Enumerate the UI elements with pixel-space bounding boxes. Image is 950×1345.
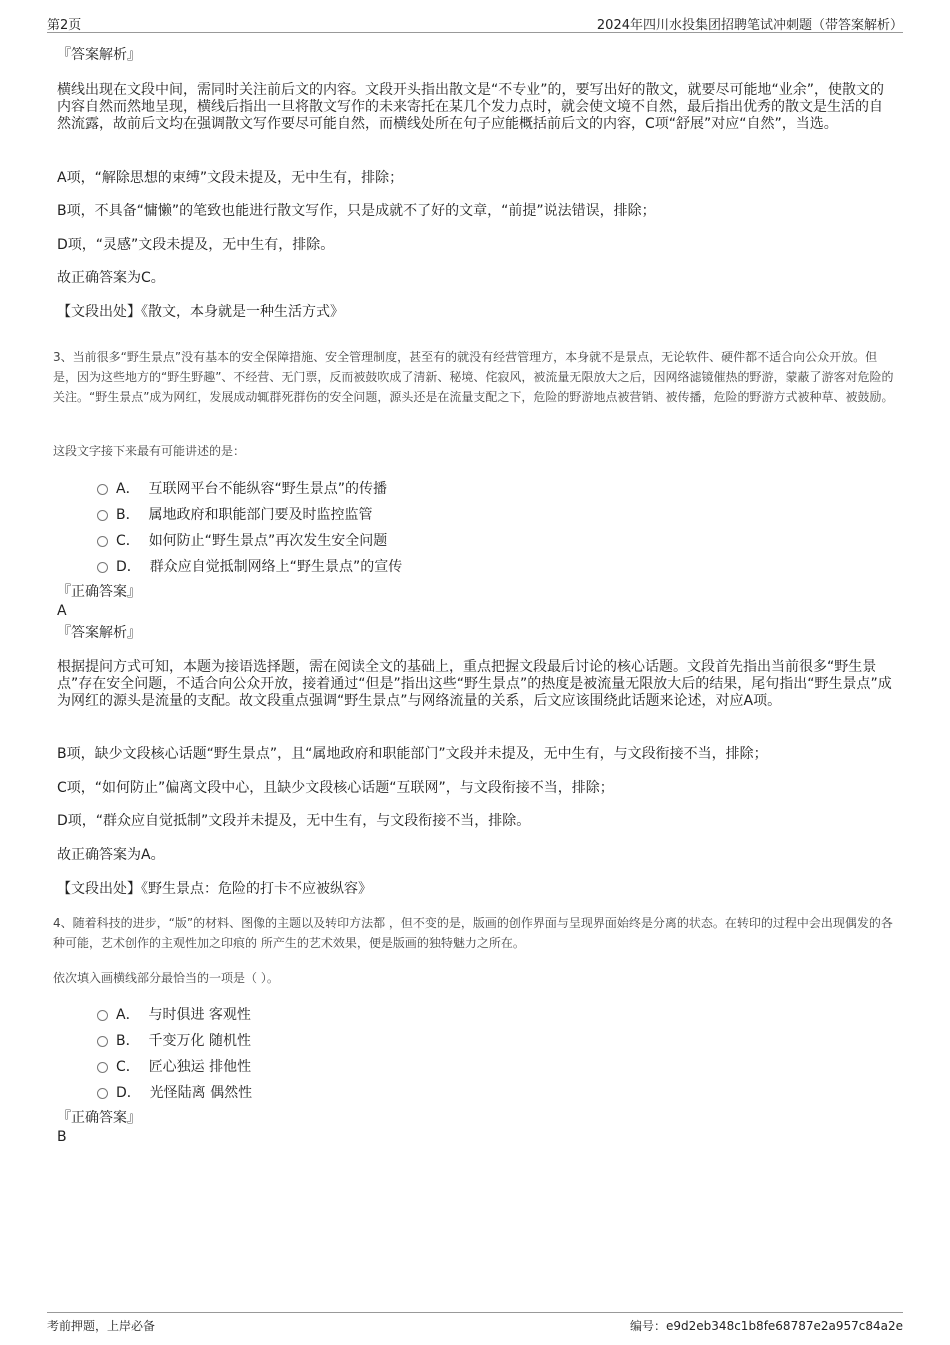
radio-icon[interactable] <box>97 510 108 521</box>
q4-option-c[interactable]: C． 匠心独运 排他性 <box>97 1056 251 1076</box>
q2-analysis-b: B项，不具备“慵懒”的笔致也能进行散文写作，只是成就不了好的文章，“前提”说法错误，排除； <box>57 203 656 219</box>
q4-stem: 4、随着科技的进步，“版”的材料、图像的主题以及转印方法都 ，但不变的是，版画的创作界面与呈现界面始终是分离的状态。在转印的过程中会出现偶发的各种可能，艺术创作的主观性加之印痕的 所产生的艺术效果，便是版画的独特魅力之所在。 <box>53 916 893 950</box>
page-header <box>47 12 903 33</box>
q4-answer-label: 『正确答案』 <box>57 1110 141 1126</box>
q3-answer: A <box>57 603 67 619</box>
q2-analysis-d: D项，“灵感”文段未提及，无中生有，排除。 <box>57 237 335 253</box>
q2-source: 【文段出处】《散文，本身就是一种生活方式》 <box>57 304 344 320</box>
q3-source: 【文段出处】《野生景点：危险的打卡不应被纵容》 <box>57 881 372 897</box>
q3-analysis-label: 『答案解析』 <box>57 625 141 641</box>
q3-analysis-d: D项，“群众应自觉抵制”文段并未提及，无中生有，与文段衔接不当，排除。 <box>57 813 531 829</box>
q3-option-a[interactable]: A． 互联网平台不能纵容“野生景点”的传播 <box>97 478 387 498</box>
document-title: 2024年四川水投集团招聘笔试冲刺题（带答案解析） <box>596 18 903 33</box>
q3-option-b[interactable]: B． 属地政府和职能部门要及时监控监管 <box>97 504 373 524</box>
q2-analysis-label: 『答案解析』 <box>57 47 141 63</box>
q2-analysis-a: A项，“解除思想的束缚”文段未提及，无中生有，排除； <box>57 170 404 186</box>
q3-analysis-c: C项，“如何防止”偏离文段中心，且缺少文段核心话题“互联网”，与文段衔接不当，排除； <box>57 780 614 796</box>
q3-analysis-text: 根据提问方式可知，本题为接语选择题，需在阅读全文的基础上，重点把握文段最后讨论的核心话题。文段首先指出当前很多“野生景点”存在安全问题，不适合向公众开放，接着通过“但是”指出这些“野生景点”的热度是被流量无限放大后的结果，尾句指出“野生景点”成为网红的源头是流量的支配。故文段重点强调“野生景点”与网络流量的关系，后文应该围绕此话题来论述，对应A项。 <box>57 659 892 709</box>
radio-icon[interactable] <box>97 1062 108 1073</box>
footer-slogan: 考前押题，上岸必备 <box>47 1319 156 1333</box>
q3-question: 这段文字接下来最有可能讲述的是： <box>53 444 246 458</box>
q4-option-a[interactable]: A． 与时俱进 客观性 <box>97 1004 251 1024</box>
page-footer <box>47 1312 903 1337</box>
q4-answer: B <box>57 1129 67 1145</box>
q4-question: 依次填入画横线部分最恰当的一项是（ ）。 <box>53 971 279 985</box>
q4-option-d[interactable]: D． 光怪陆离 偶然性 <box>97 1082 252 1102</box>
q4-option-b[interactable]: B． 千变万化 随机性 <box>97 1030 251 1050</box>
radio-icon[interactable] <box>97 1010 108 1021</box>
q3-option-d[interactable]: D． 群众应自觉抵制网络上“野生景点”的宣传 <box>97 556 402 576</box>
radio-icon[interactable] <box>97 562 108 573</box>
page-number: 第2页 <box>47 18 82 33</box>
radio-icon[interactable] <box>97 1088 108 1099</box>
radio-icon[interactable] <box>97 1036 108 1047</box>
document-id: 编号：e9d2eb348c1b8fe68787e2a957c84a2e <box>630 1319 903 1333</box>
radio-icon[interactable] <box>97 484 108 495</box>
q2-conclusion: 故正确答案为C。 <box>57 270 165 286</box>
q3-conclusion: 故正确答案为A。 <box>57 847 165 863</box>
q2-analysis-text: 横线出现在文段中间，需同时关注前后文的内容。文段开头指出散文是“不专业”的，要写出好的散文，就要尽可能地“业余”，使散文的内容自然而然地呈现，横线后指出一旦将散文写作的未来寄托在某几个发力点时，就会使文境不自然，最后指出优秀的散文是生活的自然流露，故前后文均在强调散文写作要尽可能自然，而横线处所在句子应能概括前后文的内容，C项“舒展”对应“自然”，当选。 <box>57 82 885 132</box>
q3-analysis-b: B项，缺少文段核心话题“野生景点”，且“属地政府和职能部门”文段并未提及，无中生有，与文段衔接不当，排除； <box>57 746 768 762</box>
q3-answer-label: 『正确答案』 <box>57 584 141 600</box>
q3-stem: 3、当前很多“野生景点”没有基本的安全保障措施、安全管理制度，甚至有的就没有经营管理方，本身就不是景点，无论软件、硬件都不适合向公众开放。但是，因为这些地方的“野生野趣”、不经营、无门票，反而被鼓吹成了清新、秘境、侘寂风，被流量无限放大之后，因网络滤镜催热的野游，蒙蔽了游客对危险的关注。“野生景点”成为网红，发展成动辄群死群伤的安全问题，源头还是在流量支配之下，危险的野游地点被营销、被传播，危险的野游方式被种草、被鼓励。 <box>53 350 894 404</box>
q3-option-c[interactable]: C． 如何防止“野生景点”再次发生安全问题 <box>97 530 387 550</box>
radio-icon[interactable] <box>97 536 108 547</box>
